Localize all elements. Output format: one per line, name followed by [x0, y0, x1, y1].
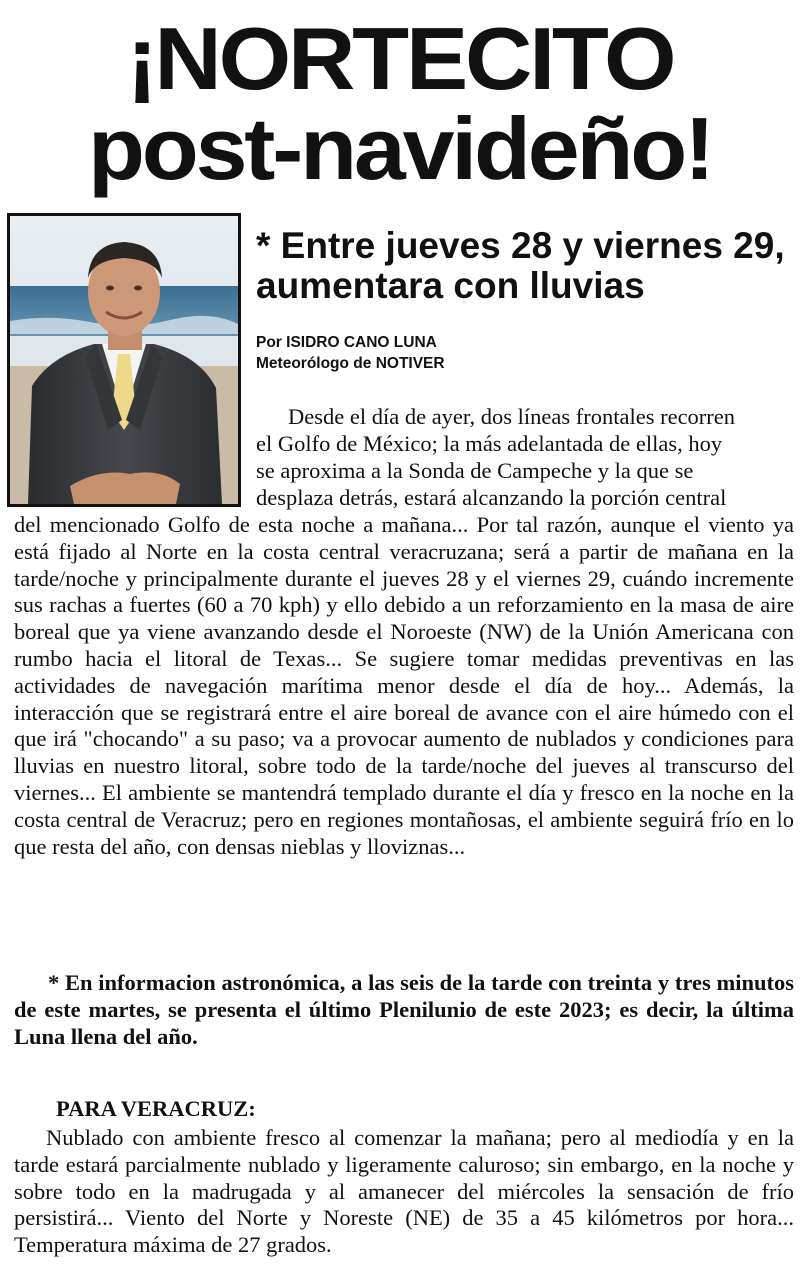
article-intro-line-3: se aproxima a la Sonda de Campeche y la que se — [256, 458, 694, 483]
article-intro-line-4: desplaza detrás, estará alcanzando la porción central — [256, 485, 727, 510]
article-body: del mencionado Golfo de esta noche a mañana... Por tal razón, aunque el viento ya está fijado al Norte en la costa central veracruzana; será a partir de mañana en la tarde/noche y principalmente durante el jueves 28 y el viernes 29, cuándo incremente sus rachas a fuertes (60 a 70 kph) y ello debido a un reforzamiento en la masa de aire boreal que ya viene avanzando desde el Noroeste (NW) de la Unión Americana con rumbo hacia el litoral de Texas... Se sugiere tomar medidas preventivas en las actividades de navegación marítima menor desde el día de hoy... Además, la interacción que se registrará entre el aire boreal de avance con el aire húmedo con el que irá "chocando" a su paso; va a provocar aumento de nublados y condiciones para lluvias en nuestro litoral, sobre todo de la tarde/noche del jueves al transcurso del viernes... El ambiente se mantendrá templado durante el día y fresco en la noche en la costa central de Veracruz; pero en regiones montañosas, el ambiente seguirá frío en lo que resta del año, con densas nieblas y lloviznas... — [14, 512, 794, 859]
astronomy-text: * En informacion astronómica, a las seis de la tarde con treinta y tres minutos de este martes, se presenta el último Plenilunio de este 2023; es decir, la última Luna llena del año. — [14, 970, 794, 1049]
headline-line-1: ¡NORTECITO — [126, 9, 674, 108]
author-photo — [7, 213, 241, 507]
byline-author: Por ISIDRO CANO LUNA — [256, 334, 437, 351]
article-intro-line-1: Desde el día de ayer, dos líneas frontales recorren — [288, 404, 736, 429]
forecast-title: PARA VERACRUZ: — [56, 1096, 256, 1121]
astronomy-note — [14, 970, 794, 1050]
forecast-text: Nublado con ambiente fresco al comenzar la mañana; pero al mediodía y en la tarde estará parcialmente nublado y ligeramente caluroso; sin embargo, en la noche y sobre todo en la madrugada y al amanecer del miércoles la sensación de frío persistirá... Viento del Norte y Noreste (NE) de 35 a 45 kilómetros por hora... Temperatura máxima de 27 grados. — [14, 1125, 794, 1258]
byline — [256, 332, 776, 374]
forecast — [14, 1125, 794, 1259]
subheadline: * Entre jueves 28 y viernes 29, aumentara con lluvias — [256, 225, 785, 306]
portrait-photo-icon — [10, 216, 238, 504]
byline-role: Meteorólogo de NOTIVER — [256, 355, 445, 372]
headline — [0, 9, 800, 198]
article-intro-line-2: el Golfo de México; la más adelantada de ellas, hoy — [256, 431, 723, 456]
headline-line-2: post-navideño! — [88, 99, 712, 198]
